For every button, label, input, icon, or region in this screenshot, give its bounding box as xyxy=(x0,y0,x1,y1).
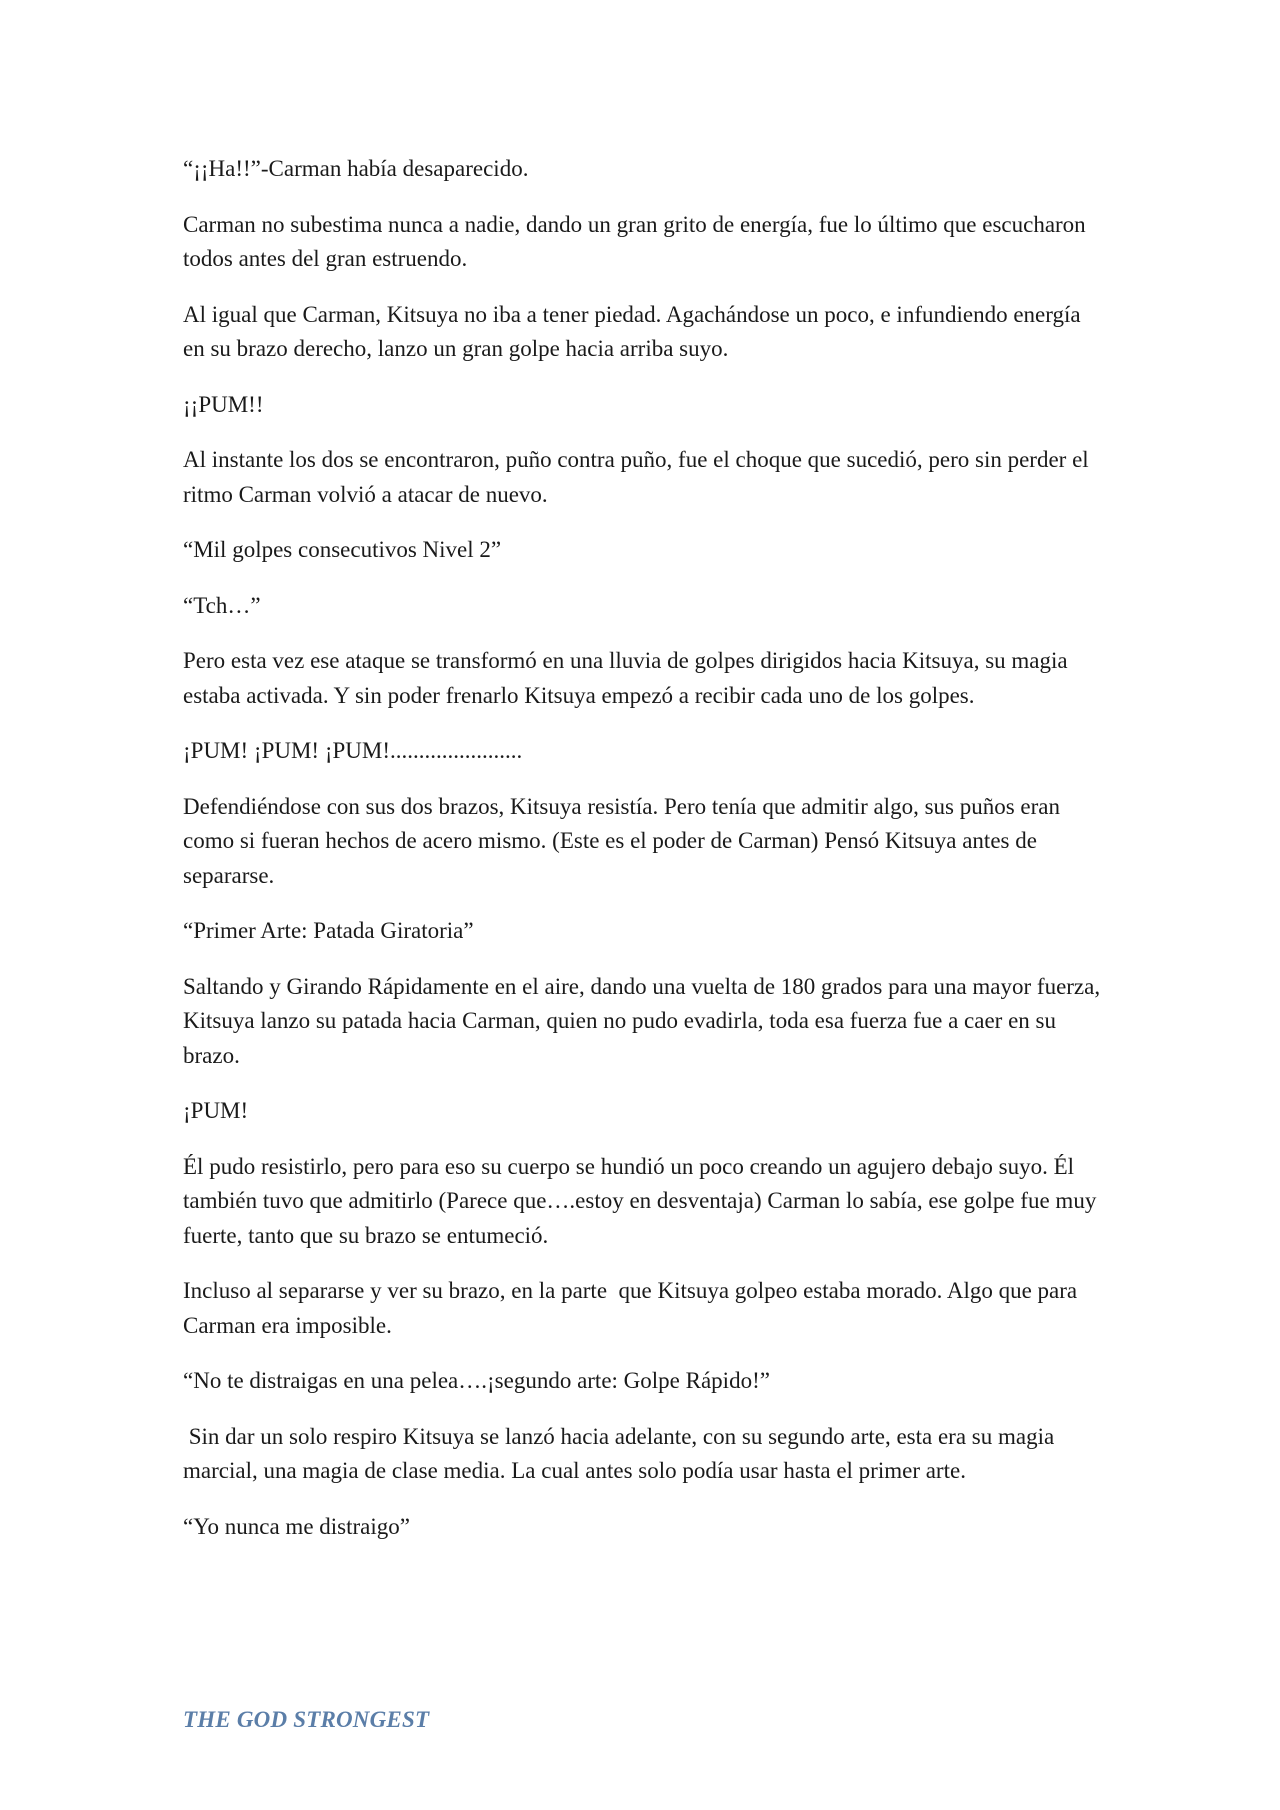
paragraph: Al instante los dos se encontraron, puño contra puño, fue el choque que sucedió, pero sin perder el ritmo Carman volvió a atacar de nuevo. xyxy=(183,447,1095,507)
paragraph: “Primer Arte: Patada Giratoria” xyxy=(183,918,474,943)
paragraph: “Tch…” xyxy=(183,592,261,618)
paragraph: Sin dar un solo respiro Kitsuya se lanzó hacia adelante, con su segundo arte, esta era su magia marcial, una magia de clase media. La cual antes solo podía usar hasta el primer arte. xyxy=(183,1423,1060,1483)
paragraph: “Yo nunca me distraigo” xyxy=(183,1513,410,1539)
paragraph: “Mil golpes consecutivos Nivel 2” xyxy=(183,537,502,562)
paragraph: Pero esta vez ese ataque se transformó en una lluvia de golpes dirigidos hacia Kitsuya, su magia estaba activada. Y sin poder frenarlo Kitsuya empezó a recibir cada uno de los golpes. xyxy=(183,648,1074,708)
page-footer: THE GOD STRONGEST xyxy=(183,1707,430,1732)
paragraph: Saltando y Girando Rápidamente en el aire, dando una vuelta de 180 grados para una mayor fuerza, Kitsuya lanzo su patada hacia Carman, quien no pudo evadirla, toda esa fuerza fue a caer en su brazo. xyxy=(183,973,1106,1068)
document-body xyxy=(183,152,1106,1565)
paragraph: “No te distraigas en una pelea….¡segundo arte: Golpe Rápido!” xyxy=(183,1368,770,1393)
paragraph: Al igual que Carman, Kitsuya no iba a tener piedad. Agachándose un poco, e infundiendo energía en su brazo derecho, lanzo un gran golpe hacia arriba suyo. xyxy=(183,301,1087,361)
paragraph: ¡¡PUM!! xyxy=(183,391,264,417)
paragraph: Carman no subestima nunca a nadie, dando un gran grito de energía, fue lo último que escucharon todos antes del gran estruendo. xyxy=(183,211,1092,271)
paragraph: ¡PUM! xyxy=(183,1098,249,1123)
paragraph: “¡¡Ha!!”-Carman había desaparecido. xyxy=(183,156,529,181)
paragraph: Incluso al separarse y ver su brazo, en la parte que Kitsuya golpeo estaba morado. Algo que para Carman era imposible. xyxy=(183,1278,1083,1338)
paragraph: ¡PUM! ¡PUM! ¡PUM!....................... xyxy=(183,738,523,763)
paragraph: Defendiéndose con sus dos brazos, Kitsuya resistía. Pero tenía que admitir algo, sus puños eran como si fueran hechos de acero mismo. (Este es el poder de Carman) Pensó Kitsuya antes de separarse. xyxy=(183,793,1066,888)
paragraph: Él pudo resistirlo, pero para eso su cuerpo se hundió un poco creando un agujero debajo suyo. Él también tuvo que admitirlo (Parece que….estoy en desventaja) Carman lo sabía, ese golpe fue muy fuerte, tanto que su brazo se entumeció. xyxy=(183,1153,1103,1248)
